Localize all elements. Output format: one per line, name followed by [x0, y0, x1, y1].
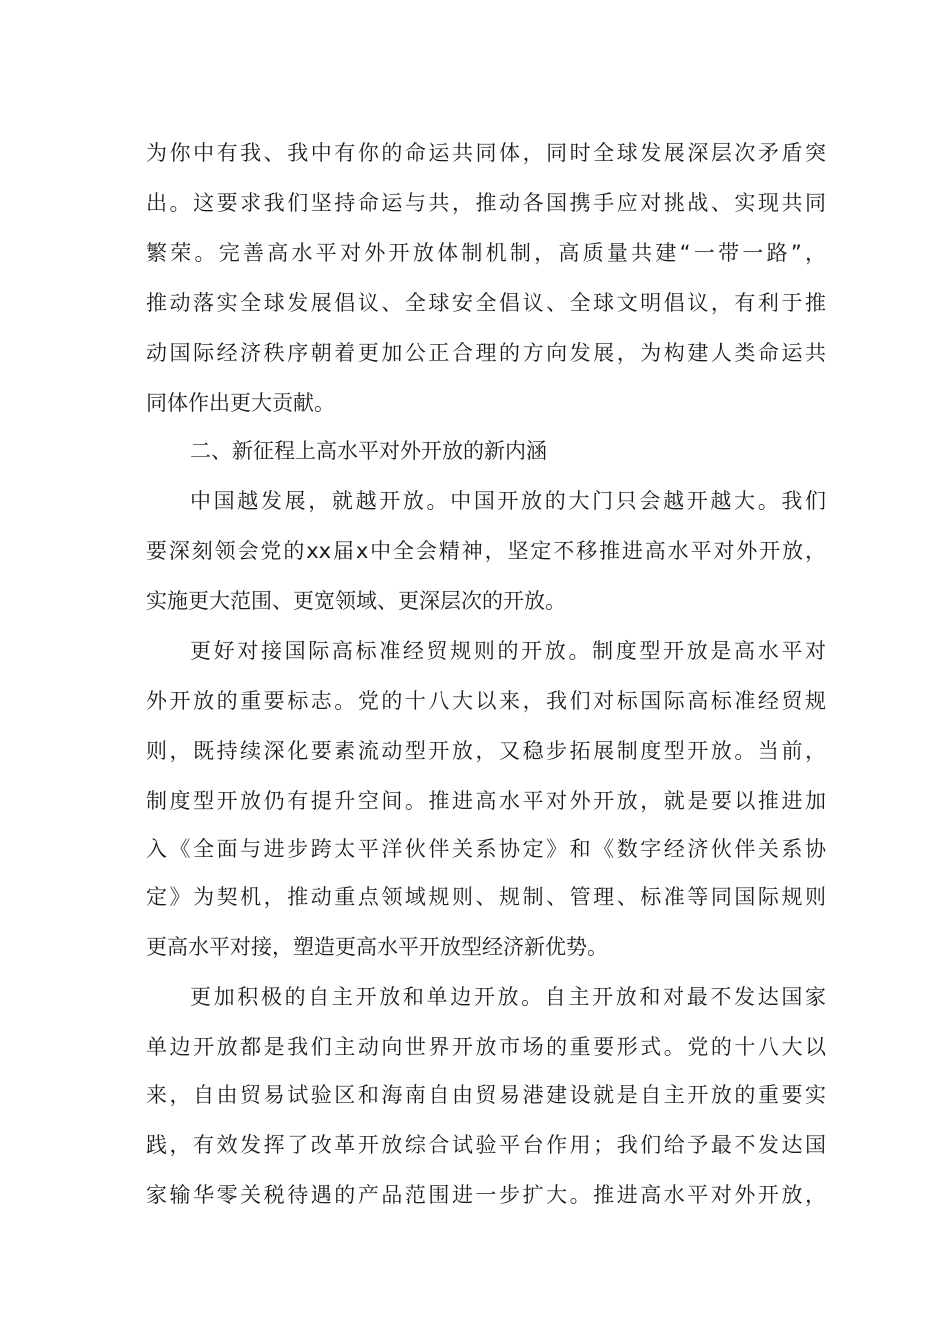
text-line: 入《全面与进步跨太平洋伙伴关系协定》和《数字经济伙伴关系协 — [146, 837, 826, 861]
text-line: 更高水平对接，塑造更高水平开放型经济新优势。 — [146, 935, 608, 959]
text-line: 制度型开放仍有提升空间。推进高水平对外开放，就是要以推进加 — [146, 789, 826, 813]
text-line: 同体作出更大贡献。 — [146, 391, 335, 415]
text-line: 单边开放都是我们主动向世界开放市场的重要形式。党的十八大以 — [146, 1035, 826, 1059]
text-line: 实施更大范围、更宽领域、更深层次的开放。 — [146, 589, 566, 613]
text-line: 更好对接国际高标准经贸规则的开放。制度型开放是高水平对 — [190, 639, 826, 663]
text-line: 践，有效发挥了改革开放综合试验平台作用；我们给予最不发达国 — [146, 1133, 826, 1157]
text-line: 动国际经济秩序朝着更加公正合理的方向发展，为构建人类命运共 — [146, 341, 826, 365]
text-line: 要深刻领会党的xx届x中全会精神，坚定不移推进高水平对外开放， — [146, 539, 826, 563]
text-line: 更加积极的自主开放和单边开放。自主开放和对最不发达国家 — [190, 985, 826, 1009]
text-line: 中国越发展，就越开放。中国开放的大门只会越开越大。我们 — [190, 489, 826, 513]
text-line: 为你中有我、我中有你的命运共同体，同时全球发展深层次矛盾突 — [146, 141, 826, 165]
text-line: 繁荣。完善高水平对外开放体制机制，高质量共建“一带一路”， — [146, 241, 826, 265]
text-line: 则，既持续深化要素流动型开放，又稳步拓展制度型开放。当前， — [146, 739, 826, 763]
text-line: 来，自由贸易试验区和海南自由贸易港建设就是自主开放的重要实 — [146, 1083, 826, 1107]
text-line: 定》为契机，推动重点领域规则、规制、管理、标准等同国际规则 — [146, 885, 826, 909]
text-line: 出。这要求我们坚持命运与共，推动各国携手应对挑战、实现共同 — [146, 191, 826, 215]
text-line: 外开放的重要标志。党的十八大以来，我们对标国际高标准经贸规 — [146, 689, 826, 713]
text-line: 推动落实全球发展倡议、全球安全倡议、全球文明倡议，有利于推 — [146, 291, 826, 315]
text-line: 家输华零关税待遇的产品范围进一步扩大。推进高水平对外开放， — [146, 1183, 826, 1207]
section-heading: 二、新征程上高水平对外开放的新内涵 — [190, 439, 547, 463]
